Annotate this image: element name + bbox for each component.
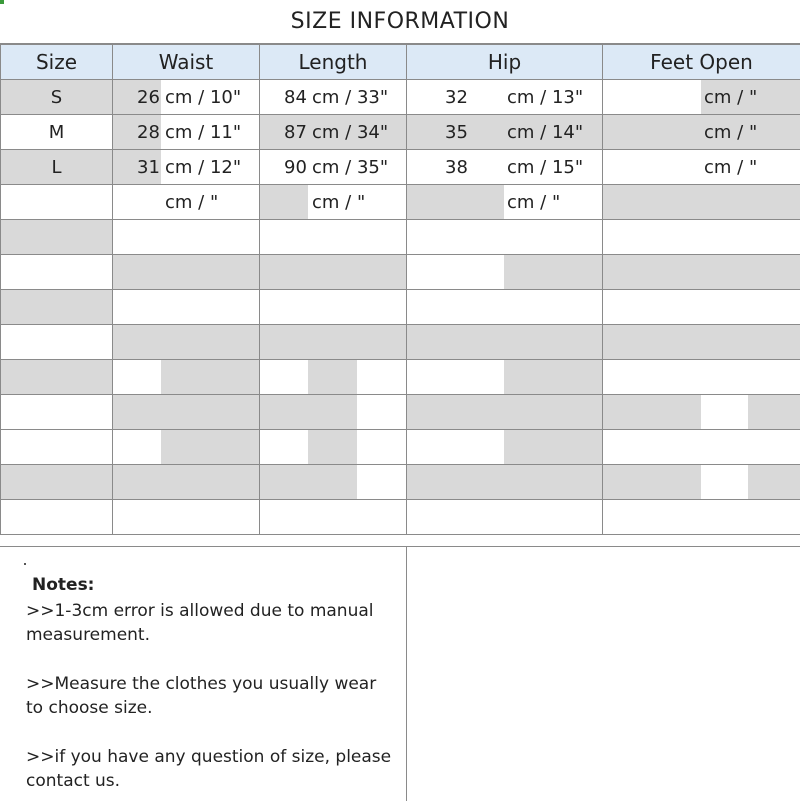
- length-cell: [260, 465, 407, 500]
- stray-dot: [24, 563, 26, 565]
- hip-cell: [407, 430, 603, 465]
- length-value: 84: [284, 80, 307, 114]
- length-cell: [260, 325, 407, 360]
- column-header-size: Size: [1, 45, 113, 80]
- waist-unit: cm / 11": [165, 115, 241, 149]
- hip-unit: cm / 15": [507, 150, 583, 184]
- size-table: [0, 44, 800, 535]
- hip-value: 38: [445, 150, 468, 184]
- hip-cell: [407, 255, 603, 290]
- hip-cell: [407, 115, 603, 150]
- feet-open-cell: [603, 80, 800, 115]
- feet-open-cell: [603, 325, 800, 360]
- length-unit: cm / ": [312, 185, 365, 219]
- waist-unit: cm / ": [165, 185, 218, 219]
- length-value: 87: [284, 115, 307, 149]
- size-cell: [1, 465, 113, 500]
- notes-divider: [406, 547, 407, 801]
- note-item: >>1-3cm error is allowed due to manual measurement.: [26, 599, 396, 647]
- hip-unit: cm / 13": [507, 80, 583, 114]
- size-cell: [1, 360, 113, 395]
- size-cell: M: [1, 115, 113, 150]
- table-row: [1, 465, 800, 500]
- table-row: [1, 220, 800, 255]
- hip-cell: [407, 360, 603, 395]
- hip-value: 32: [445, 80, 468, 114]
- table-row: [1, 290, 800, 325]
- feet-open-cell: [603, 500, 800, 535]
- hip-cell: [407, 185, 603, 220]
- waist-value: 28: [137, 115, 160, 149]
- table-row: [1, 115, 800, 150]
- hip-cell: [407, 290, 603, 325]
- feet-open-cell: [603, 360, 800, 395]
- feet-open-unit: cm / ": [704, 115, 757, 149]
- size-cell: [1, 395, 113, 430]
- table-row: [1, 255, 800, 290]
- length-cell: [260, 220, 407, 255]
- hip-cell: [407, 325, 603, 360]
- waist-cell: [113, 430, 260, 465]
- column-header-length: Length: [260, 45, 407, 80]
- feet-open-cell: [603, 185, 800, 220]
- size-cell: [1, 290, 113, 325]
- length-cell: [260, 185, 407, 220]
- length-cell: [260, 80, 407, 115]
- feet-open-unit: cm / ": [704, 80, 757, 114]
- waist-cell: [113, 220, 260, 255]
- table-row: [1, 325, 800, 360]
- hip-cell: [407, 395, 603, 430]
- waist-cell: [113, 325, 260, 360]
- feet-open-cell: [603, 430, 800, 465]
- size-cell: [1, 430, 113, 465]
- feet-open-cell: [603, 290, 800, 325]
- note-item: >>if you have any question of size, please contact us.: [26, 745, 396, 793]
- waist-value: 26: [137, 80, 160, 114]
- length-cell: [260, 115, 407, 150]
- waist-cell: [113, 360, 260, 395]
- length-cell: [260, 255, 407, 290]
- hip-cell: [407, 80, 603, 115]
- waist-unit: cm / 10": [165, 80, 241, 114]
- column-header-hip: Hip: [407, 45, 603, 80]
- feet-open-cell: [603, 220, 800, 255]
- length-cell: [260, 150, 407, 185]
- feet-open-cell: [603, 255, 800, 290]
- feet-open-cell: [603, 465, 800, 500]
- hip-cell: [407, 150, 603, 185]
- page-title: SIZE INFORMATION: [0, 0, 800, 44]
- hip-unit: cm / ": [507, 185, 560, 219]
- table-row: [1, 80, 800, 115]
- length-unit: cm / 34": [312, 115, 388, 149]
- table-row: [1, 500, 800, 535]
- length-cell: [260, 430, 407, 465]
- waist-value: 31: [137, 150, 160, 184]
- table-row: [1, 395, 800, 430]
- length-cell: [260, 290, 407, 325]
- waist-cell: [113, 395, 260, 430]
- waist-cell: [113, 185, 260, 220]
- size-cell: [1, 500, 113, 535]
- size-cell: [1, 255, 113, 290]
- feet-open-cell: [603, 150, 800, 185]
- waist-cell: [113, 465, 260, 500]
- feet-open-unit: cm / ": [704, 150, 757, 184]
- waist-cell: [113, 115, 260, 150]
- hip-value: 35: [445, 115, 468, 149]
- table-row: [1, 185, 800, 220]
- waist-cell: [113, 500, 260, 535]
- length-cell: [260, 500, 407, 535]
- column-header-waist: Waist: [113, 45, 260, 80]
- feet-open-cell: [603, 115, 800, 150]
- length-cell: [260, 395, 407, 430]
- notes-title: Notes:: [32, 575, 94, 595]
- waist-unit: cm / 12": [165, 150, 241, 184]
- hip-cell: [407, 220, 603, 255]
- length-value: 90: [284, 150, 307, 184]
- waist-cell: [113, 150, 260, 185]
- note-item: >>Measure the clothes you usually wear to choose size.: [26, 672, 396, 720]
- size-cell: [1, 185, 113, 220]
- hip-cell: [407, 465, 603, 500]
- column-header-feet-open: Feet Open: [603, 45, 800, 80]
- size-cell: L: [1, 150, 113, 185]
- hip-cell: [407, 500, 603, 535]
- table-row: [1, 150, 800, 185]
- size-cell: S: [1, 80, 113, 115]
- size-cell: [1, 220, 113, 255]
- table-row: [1, 360, 800, 395]
- waist-cell: [113, 255, 260, 290]
- size-cell: [1, 325, 113, 360]
- table-header-row: [1, 45, 800, 80]
- length-unit: cm / 33": [312, 80, 388, 114]
- waist-cell: [113, 290, 260, 325]
- length-unit: cm / 35": [312, 150, 388, 184]
- notes-section: [0, 546, 800, 800]
- table-row: [1, 430, 800, 465]
- waist-cell: [113, 80, 260, 115]
- feet-open-cell: [603, 395, 800, 430]
- length-cell: [260, 360, 407, 395]
- hip-unit: cm / 14": [507, 115, 583, 149]
